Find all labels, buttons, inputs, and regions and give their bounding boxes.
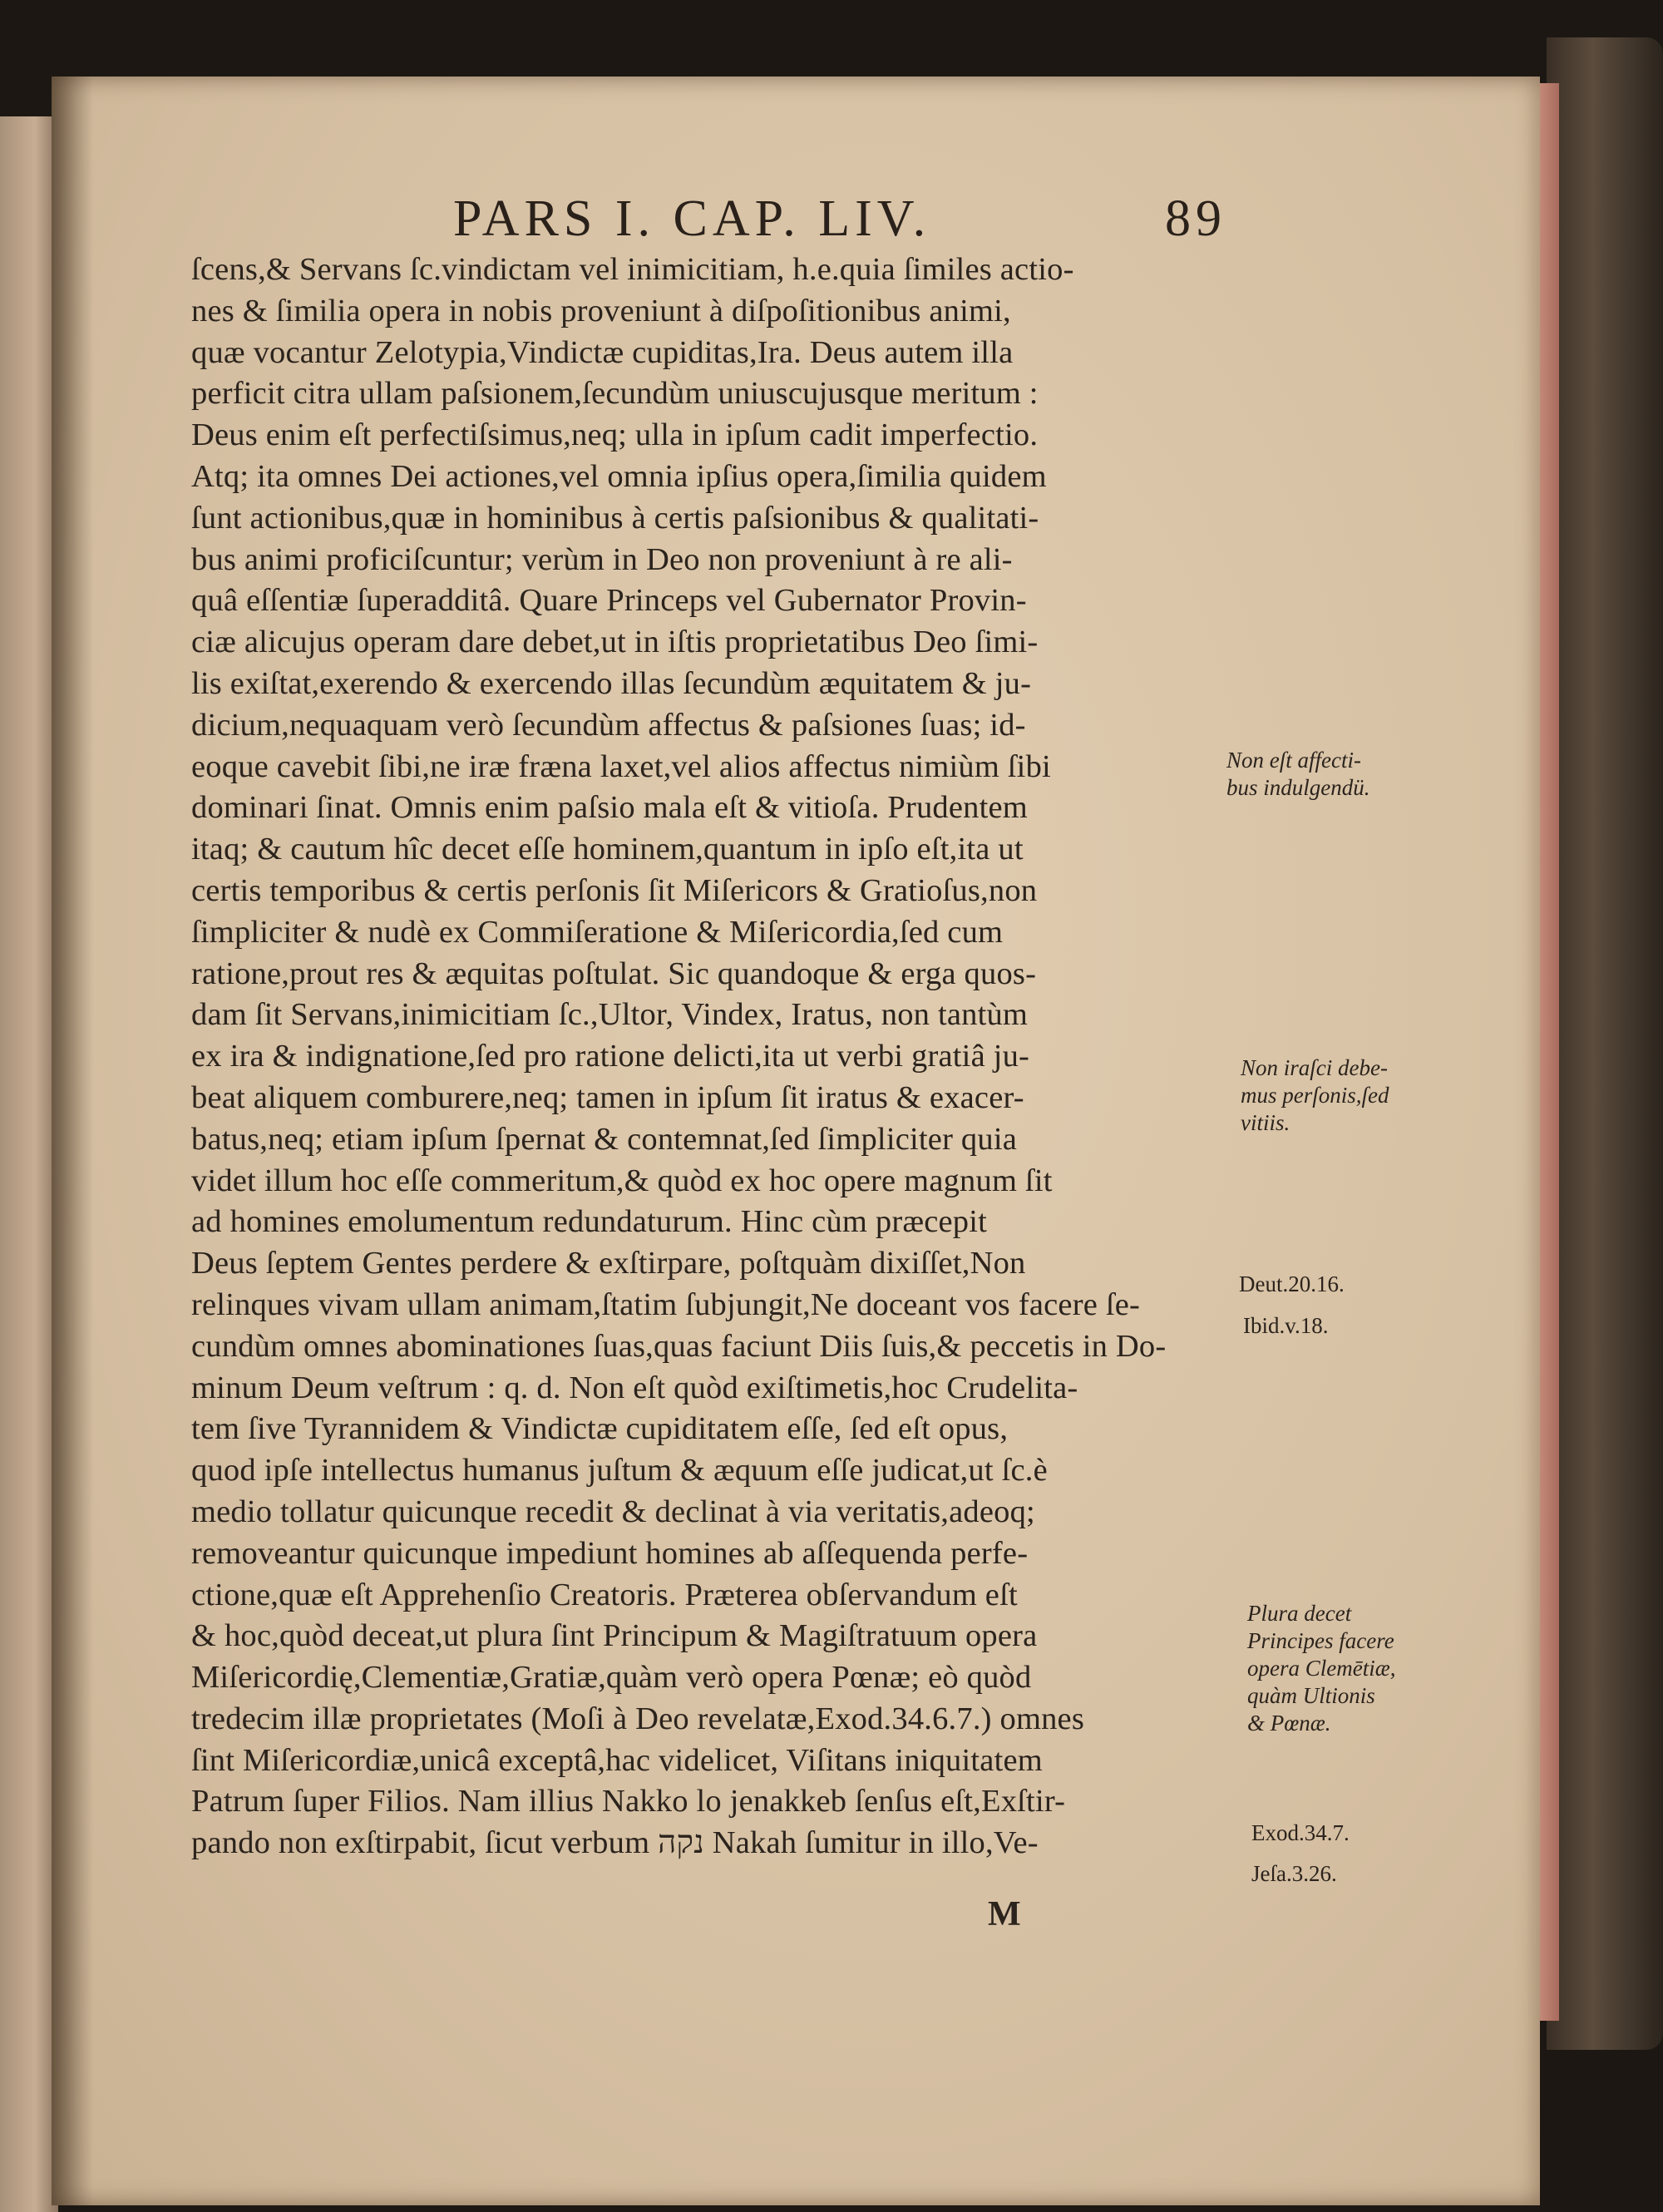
chapter-heading: PARS I. CAP. LIV. [453,190,931,247]
page-gutter-shadow [52,77,93,2205]
margin-ref-jesa: Jeſa.3.26. [1251,1861,1337,1886]
text-line: ciæ alicujus operam dare debet,ut in iſtis proprietatibus Deo ſimi- [191,625,1039,660]
text-line: quâ eſſentiæ ſuperadditâ. Quare Princeps vel Gubernator Provin- [191,583,1027,619]
margin-note-affectibus: Non eſt affecti- bus indulgendü. [1226,748,1370,800]
text-line: quæ vocantur Zelotypia,Vindictæ cupiditas,Ira. Deus autem illa [191,334,1014,370]
text-line: tem ſive Tyrannidem & Vindictæ cupiditatem eſſe, ſed eſt opus, [191,1411,1009,1447]
body-text [191,249,1231,1864]
text-line: minum Deum veſtrum : q. d. Non eſt quòd exiſtimetis,hoc Crudelita- [191,1370,1078,1405]
page-number: 89 [1165,190,1226,247]
text-line: eoque cavebit ſibi,ne iræ fræna laxet,vel alios affectus nimiùm ſibi [191,748,1051,784]
text-line: dam ſit Servans,inimicitiam ſc.,Ultor, Vindex, Iratus, non tantùm [191,997,1029,1033]
facing-page-edge [0,116,58,2212]
text-line: videt illum hoc eſſe commeritum,& quòd ex hoc opere magnum ſit [191,1163,1053,1198]
margin-note-clementia: Plura decet Principes facere opera Clemētiæ, quàm Ultionis & Pœnæ. [1247,1601,1396,1736]
text-line: nes & ſimilia opera in nobis proveniunt à diſpoſitionibus animi, [191,293,1011,328]
text-line: cundùm omnes abominationes ſuas,quas faciunt Diis ſuis,& peccetis in Do- [191,1328,1167,1364]
margin-note-irasci: Non iraſci debe- mus perſonis,ſed vitiis. [1241,1055,1389,1135]
text-line: ſunt actionibus,quæ in hominibus à certis paſsionibus & qualitati- [191,500,1039,536]
text-line: Patrum ſuper Filios. Nam illius Nakko lo jenakkeb ſenſus eſt,Exſtir- [191,1784,1066,1819]
text-line: ſcens,& Servans ſc.vindictam vel inimicitiam, h.e.quia ſimiles actio- [191,252,1074,287]
text-line: ſimpliciter & nudè ex Commiſeratione & Miſericordia,ſed cum [191,914,1004,950]
text-line: relinques vivam ullam animam,ſtatim ſubjungit,Ne doceant vos facere ſe- [191,1286,1141,1322]
text-line: ctione,quæ eſt Apprehenſio Creatoris. Præterea obſervandum eſt [191,1577,1018,1612]
text-line: Miſericordię,Clementiæ,Gratiæ,quàm verò opera Pœnæ; eò quòd [191,1660,1032,1696]
text-line: dominari ſinat. Omnis enim paſsio mala eſt & vitioſa. Prudentem [191,790,1028,826]
text-line: bus animi proficiſcuntur; verùm in Deo non proveniunt à re ali- [191,541,1013,577]
margin-ref-ibid: Ibid.v.18. [1243,1313,1329,1338]
text-line: ratione,prout res & æquitas poſtulat. Sic quandoque & erga quos- [191,955,1037,991]
text-line: & hoc,quòd deceat,ut plura ſint Principum & Magiſtratuum opera [191,1618,1038,1654]
text-line: dicium,nequaquam verò ſecundùm affectus & paſsiones ſuas; id- [191,707,1026,743]
text-line: Deus enim eſt perfectiſsimus,neq; ulla in ipſum cadit imperfectio. [191,417,1039,453]
text-line: medio tollatur quicunque recedit & declinat à via veritatis,adeoq; [191,1494,1035,1529]
signature-mark: M [988,1895,1021,1933]
text-line: ex ira & indignatione,ſed pro ratione delicti,ita ut verbi gratiâ ju- [191,1039,1030,1074]
text-line: itaq; & cautum hîc decet eſſe hominem,quantum in ipſo eſt,ita ut [191,832,1024,867]
text-line: Atq; ita omnes Dei actiones,vel omnia ipſius opera,ſimilia quidem [191,458,1047,494]
text-line: beat aliquem comburere,neq; tamen in ipſum ſit iratus & exacer- [191,1079,1024,1115]
text-line: batus,neq; etiam ipſum ſpernat & contemnat,ſed ſimpliciter quia [191,1121,1018,1157]
book-cover [1547,37,1663,2050]
margin-ref-exod: Exod.34.7. [1251,1820,1350,1845]
text-line: perficit citra ullam paſsionem,ſecundùm uniuscujusque meritum : [191,376,1039,412]
text-line: certis temporibus & certis perſonis ſit Miſericors & Gratioſus,non [191,872,1038,908]
text-line: pando non exſtirpabit, ſicut verbum נקה Nakah ſumitur in illo,Ve- [191,1825,1039,1861]
text-line: quod ipſe intellectus humanus juſtum & æquum eſſe judicat,ut ſc.è [191,1453,1048,1489]
text-line: removeantur quicunque impediunt homines ab aſſequenda perfe- [191,1535,1029,1571]
running-head [453,190,1226,256]
text-line: ſint Miſericordiæ,unicâ exceptâ,hac videlicet, Viſitans iniquitatem [191,1742,1043,1778]
text-line: lis exiſtat,exerendo & exercendo illas ſecundùm æquitatem & ju- [191,665,1032,701]
text-line: tredecim illæ proprietates (Moſi à Deo revelatæ,Exod.34.6.7.) omnes [191,1701,1085,1736]
text-line: Deus ſeptem Gentes perdere & exſtirpare, poſtquàm dixiſſet,Non [191,1246,1026,1281]
text-line: ad homines emolumentum redundaturum. Hinc cùm præcepit [191,1204,988,1240]
margin-ref-deut: Deut.20.16. [1239,1271,1345,1296]
